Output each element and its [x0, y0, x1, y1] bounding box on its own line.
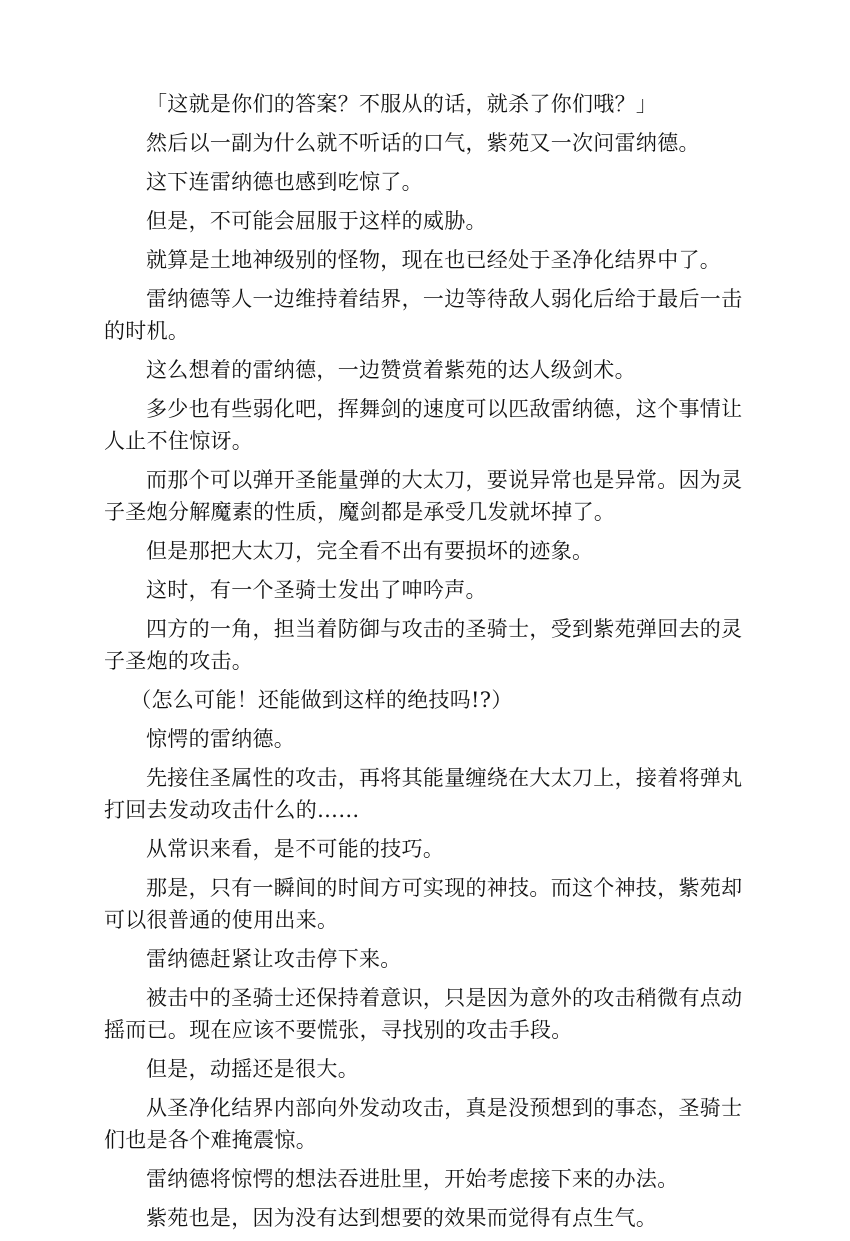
paragraph: 就算是土地神级别的怪物，现在也已经处于圣净化结界中了。 — [146, 248, 722, 272]
paragraph: 四方的一角，担当着防御与攻击的圣骑士，受到紫苑弹回去的灵子圣炮的攻击。 — [104, 617, 743, 673]
paragraph: 这么想着的雷纳德，一边赞赏着紫苑的达人级剑术。 — [146, 358, 636, 382]
paragraph: 但是，不可能会屈服于这样的威胁。 — [146, 209, 487, 233]
paragraph: 从常识来看，是不可能的技巧。 — [146, 837, 445, 861]
paragraph: 这时，有一个圣骑士发出了呻吟声。 — [146, 578, 487, 602]
paragraph: 但是那把大太刀，完全看不出有要损坏的迹象。 — [146, 539, 594, 563]
paragraph: 然后以一副为什么就不听话的口气，紫苑又一次问雷纳德。 — [146, 131, 700, 155]
paragraph: 先接住圣属性的攻击，再将其能量缠绕在大太刀上，接着将弹丸打回去发动攻击什么的…… — [104, 766, 743, 822]
paragraph: 雷纳德等人一边维持着结界，一边等待敌人弱化后给于最后一击的时机。 — [104, 287, 743, 343]
paragraph: 雷纳德将惊愕的想法吞进肚里，开始考虑接下来的办法。 — [146, 1167, 679, 1191]
paragraph: 紫苑也是，因为没有达到想要的效果而觉得有点生气。 — [146, 1206, 658, 1230]
paragraph: 雷纳德赶紧让攻击停下来。 — [146, 947, 402, 971]
paragraph: 被击中的圣骑士还保持着意识，只是因为意外的攻击稍微有点动摇而已。现在应该不要慌张，寻找别的攻击手段。 — [104, 986, 743, 1042]
paragraph: 那是，只有一瞬间的时间方可实现的神技。而这个神技，紫苑却可以很普通的使用出来。 — [104, 876, 743, 932]
paragraph: （怎么可能！还能做到这样的绝技吗!?） — [130, 688, 513, 712]
paragraph: 但是，动摇还是很大。 — [146, 1057, 359, 1081]
document-page — [104, 88, 748, 1241]
paragraph: 多少也有些弱化吧，挥舞剑的速度可以匹敌雷纳德，这个事情让人止不住惊讶。 — [104, 397, 743, 453]
paragraph: 从圣净化结界内部向外发动攻击，真是没预想到的事态，圣骑士们也是各个难掩震惊。 — [104, 1096, 743, 1152]
paragraph: 惊愕的雷纳德。 — [146, 727, 296, 751]
paragraph: 这下连雷纳德也感到吃惊了。 — [146, 170, 423, 194]
paragraph: 而那个可以弹开圣能量弹的大太刀，要说异常也是异常。因为灵子圣炮分解魔素的性质，魔剑都是承受几发就坏掉了。 — [104, 468, 743, 524]
paragraph: 「这就是你们的答案？不服从的话，就杀了你们哦？」 — [146, 92, 658, 116]
